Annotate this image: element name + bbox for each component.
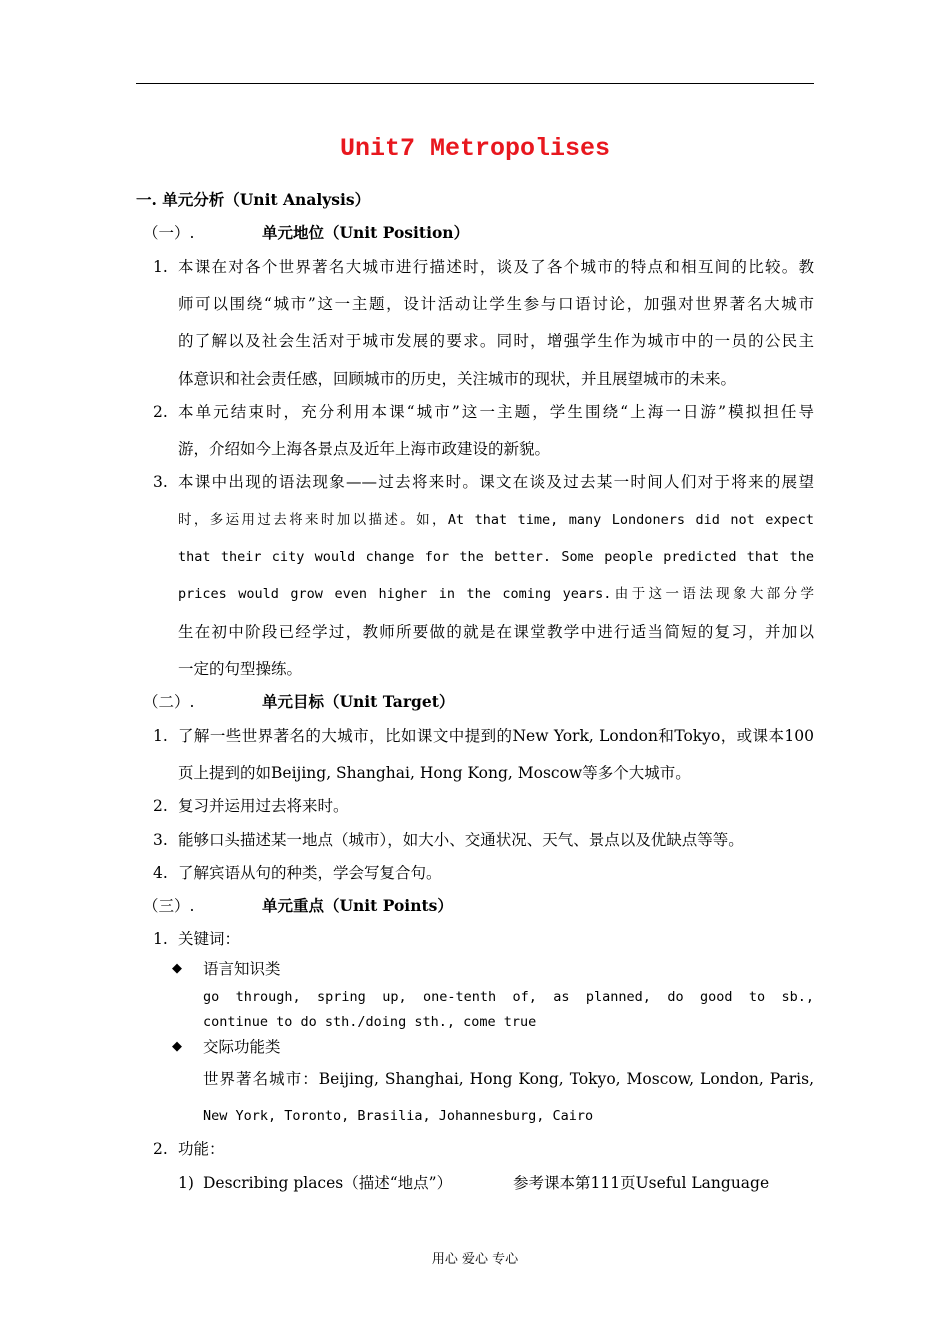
- paragraph-line: 能够口头描述某一地点（城市），如大小、交通状况、天气、景点以及优缺点等等。: [178, 831, 744, 849]
- paragraph-line: 体意识和社会责任感，回顾城市的历史，关注城市的现状，并且展望城市的未来。: [178, 370, 737, 388]
- paragraph-line: prices would grow even higher in the coming years.由于这一语法现象大部分学: [178, 586, 814, 602]
- paragraph-line: 了解一些世界著名的大城市，比如课文中提到的New York, London和Tokyo，或课本100: [178, 727, 814, 745]
- subsection-marker: （二）.: [143, 693, 195, 711]
- keyword-line: continue to do sth./doing sth., come true: [203, 1014, 537, 1030]
- paragraph-line: 时，多运用过去将来时加以描述。如，At that time, many Londoners did not expect: [178, 512, 814, 528]
- subsection-title: 单元地位（Unit Position）: [262, 223, 470, 242]
- paragraph-line: 本课中出现的语法现象——过去将来时。课文在谈及过去某一时间人们对于将来的展望: [178, 473, 814, 491]
- keyword-line: 世界著名城市：Beijing, Shanghai, Hong Kong, Tokyo, Moscow, London, Paris,: [203, 1070, 814, 1088]
- page-title: Unit7 Metropolises: [339, 134, 611, 163]
- paragraph-line: 本课在对各个世界著名大城市进行描述时，谈及了各个城市的特点和相互间的比较。教: [178, 258, 814, 276]
- paragraph-line: that their city would change for the better. Some people predicted that the: [178, 549, 814, 565]
- list-number: 2.: [153, 403, 168, 421]
- list-number: 1.: [153, 727, 168, 745]
- paragraph-line: 游，介绍如今上海各景点及近年上海市政建设的新貌。: [178, 440, 551, 458]
- diamond-bullet-icon: ◆: [172, 961, 182, 976]
- page-footer: 用心 爱心 专心: [431, 1252, 519, 1267]
- list-number: 4.: [153, 864, 168, 882]
- paragraph-line: 师可以围绕“城市”这一主题，设计活动让学生参与口语讨论，加强对世界著名大城市: [178, 295, 814, 313]
- paragraph-line: 一定的句型操练。: [178, 660, 303, 678]
- paragraph-line: 页上提到的如Beijing, Shanghai, Hong Kong, Moscow等多个大城市。: [178, 764, 691, 782]
- bullet-label: 语言知识类: [203, 960, 281, 978]
- paragraph-line: 本单元结束时，充分利用本课“城市”这一主题，学生围绕“上海一日游”模拟担任导: [178, 403, 814, 421]
- diamond-bullet-icon: ◆: [172, 1039, 182, 1054]
- sub-list-reference: 参考课本第111页Useful Language: [513, 1174, 770, 1192]
- subsection-marker: （三）.: [143, 897, 195, 915]
- list-label: 关键词：: [178, 930, 241, 948]
- sub-list-text: Describing places（描述“地点”）: [203, 1174, 453, 1192]
- header-rule: [136, 83, 814, 84]
- list-number: 3.: [153, 831, 168, 849]
- paragraph-line: 的了解以及社会生活对于城市发展的要求。同时，增强学生作为城市中的一员的公民主: [178, 332, 814, 350]
- sub-list-number: 1): [178, 1174, 194, 1192]
- keyword-line: go through, spring up, one-tenth of, as planned, do good to sb.,: [203, 989, 814, 1005]
- keyword-line: New York, Toronto, Brasilia, Johannesburg, Cairo: [203, 1108, 594, 1124]
- list-number: 1.: [153, 258, 168, 276]
- subsection-title: 单元重点（Unit Points）: [262, 896, 453, 915]
- subsection-title: 单元目标（Unit Target）: [262, 692, 455, 711]
- list-number: 1.: [153, 930, 168, 948]
- paragraph-line: 生在初中阶段已经学过，教师所要做的就是在课堂教学中进行适当简短的复习，并加以: [178, 623, 814, 641]
- subsection-marker: （一）.: [143, 224, 195, 242]
- section-heading: 一. 单元分析（Unit Analysis）: [136, 190, 371, 209]
- list-number: 2.: [153, 1140, 168, 1158]
- paragraph-line: 了解宾语从句的种类，学会写复合句。: [178, 864, 442, 882]
- bullet-label: 交际功能类: [203, 1038, 281, 1056]
- list-label: 功能：: [178, 1140, 225, 1158]
- list-number: 2.: [153, 797, 168, 815]
- paragraph-line: 复习并运用过去将来时。: [178, 797, 349, 815]
- list-number: 3.: [153, 473, 168, 491]
